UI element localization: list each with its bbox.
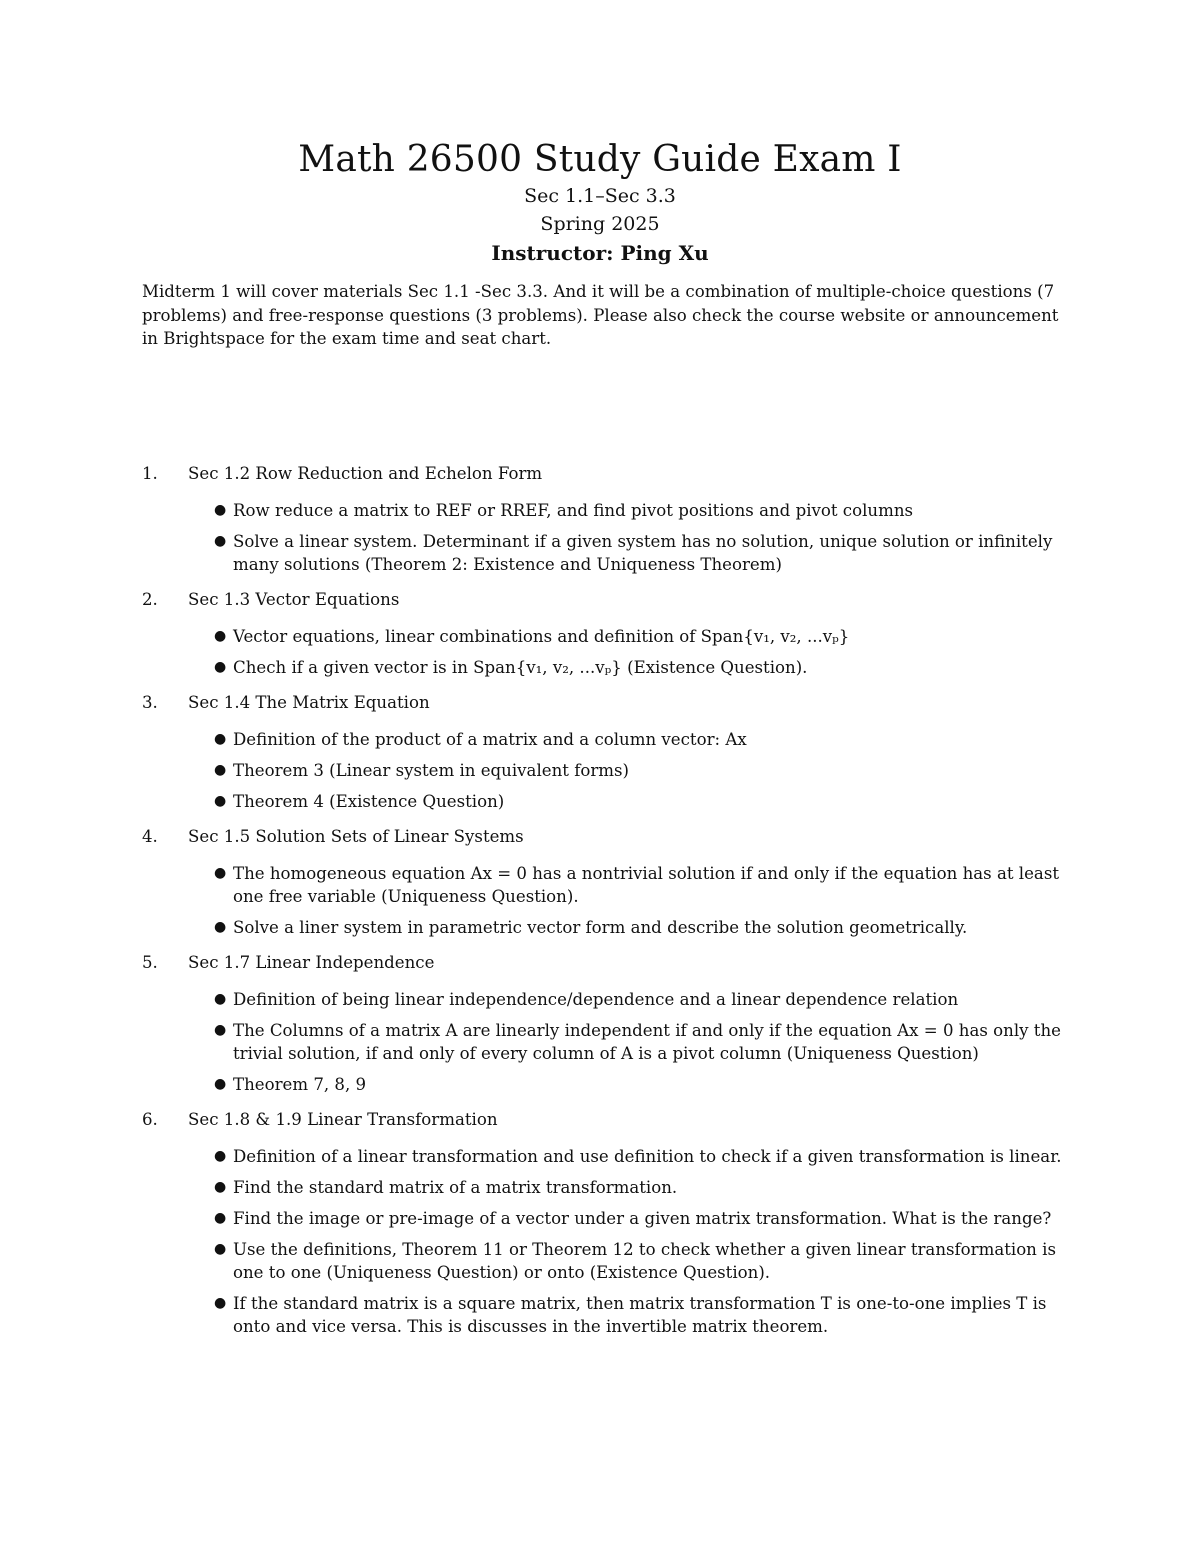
- topic-heading: [142, 588, 1072, 612]
- bullet-text: Find the standard matrix of a matrix transformation.: [233, 1178, 678, 1197]
- bullet-item: [214, 499, 1072, 522]
- bullet-dot-icon: ●: [214, 762, 227, 778]
- bullet-dot-icon: ●: [214, 1210, 227, 1226]
- topic-title: Sec 1.8 & 1.9 Linear Transformation: [188, 1110, 498, 1129]
- document-title: Math 26500 Study Guide Exam I: [298, 139, 902, 180]
- bullet-dot-icon: ●: [214, 1076, 227, 1092]
- topic-title: Sec 1.7 Linear Independence: [188, 953, 435, 972]
- bullet-item: [214, 988, 1072, 1011]
- bullet-item: [214, 1019, 1072, 1065]
- bullet-item: [214, 1207, 1072, 1230]
- bullet-list: [142, 988, 1072, 1096]
- bullet-text: The homogeneous equation Ax = 0 has a nontrivial solution if and only if the equation has at least one free variable (Uniqueness Question).: [233, 864, 1060, 906]
- bullet-item: [214, 862, 1072, 908]
- topic-heading: [142, 951, 1072, 975]
- topic-heading: [142, 462, 1072, 486]
- bullet-text: Definition of being linear independence/dependence and a linear dependence relation: [233, 990, 959, 1009]
- bullet-text: If the standard matrix is a square matrix, then matrix transformation T is one-to-one implies T is onto and vice versa. This is discusses in the invertible matrix theorem.: [233, 1294, 1047, 1336]
- bullet-text: Use the definitions, Theorem 11 or Theorem 12 to check whether a given linear transformation is one to one (Uniqueness Question) or onto (Existence Question).: [233, 1240, 1056, 1282]
- intro-paragraph: Midterm 1 will cover materials Sec 1.1 -Sec 3.3. And it will be a combination of multiple-choice questions (7 problems) and free-response questions (3 problems). Please also check the course website or announcement in Brightspace for the exam time and seat chart.: [142, 282, 1059, 348]
- bullet-dot-icon: ●: [214, 1179, 227, 1195]
- bullet-dot-icon: ●: [214, 1295, 227, 1311]
- topic-item: [142, 462, 1072, 576]
- topic-title: Sec 1.5 Solution Sets of Linear Systems: [188, 827, 524, 846]
- topic-list: [142, 462, 1072, 1350]
- bullet-dot-icon: ●: [214, 1241, 227, 1257]
- bullet-item: [214, 916, 1072, 939]
- bullet-dot-icon: ●: [214, 628, 227, 644]
- bullet-dot-icon: ●: [214, 533, 227, 549]
- bullet-text: Chech if a given vector is in Span{v₁, v₂, ...vₚ} (Existence Question).: [233, 658, 808, 677]
- bullet-dot-icon: ●: [214, 731, 227, 747]
- bullet-text: Theorem 3 (Linear system in equivalent forms): [233, 761, 629, 780]
- bullet-dot-icon: ●: [214, 865, 227, 881]
- bullet-list: [142, 625, 1072, 679]
- topic-item: [142, 1108, 1072, 1338]
- topic-item: [142, 825, 1072, 939]
- bullet-item: [214, 1176, 1072, 1199]
- bullet-text: Row reduce a matrix to REF or RREF, and find pivot positions and pivot columns: [233, 501, 914, 520]
- bullet-item: [214, 530, 1072, 576]
- bullet-text: Definition of a linear transformation and use definition to check if a given transformation is linear.: [233, 1147, 1062, 1166]
- bullet-dot-icon: ●: [214, 1148, 227, 1164]
- bullet-list: [142, 499, 1072, 576]
- bullet-dot-icon: ●: [214, 659, 227, 675]
- topic-heading: [142, 825, 1072, 849]
- bullet-text: Theorem 4 (Existence Question): [233, 792, 505, 811]
- bullet-dot-icon: ●: [214, 919, 227, 935]
- bullet-item: [214, 656, 1072, 679]
- topic-item: [142, 588, 1072, 679]
- document-header: [0, 138, 1200, 268]
- topic-number: 1.: [142, 464, 158, 483]
- bullet-list: [142, 1145, 1072, 1338]
- topic-item: [142, 951, 1072, 1096]
- topic-number: 2.: [142, 590, 158, 609]
- bullet-dot-icon: ●: [214, 793, 227, 809]
- bullet-item: [214, 625, 1072, 648]
- bullet-text: Find the image or pre-image of a vector under a given matrix transformation. What is the range?: [233, 1209, 1052, 1228]
- bullet-text: Theorem 7, 8, 9: [233, 1075, 367, 1094]
- bullet-list: [142, 862, 1072, 939]
- bullet-dot-icon: ●: [214, 1022, 227, 1038]
- bullet-dot-icon: ●: [214, 991, 227, 1007]
- bullet-item: [214, 790, 1072, 813]
- bullet-text: Definition of the product of a matrix and a column vector: Ax: [233, 730, 747, 749]
- bullet-list: [142, 728, 1072, 813]
- topic-number: 6.: [142, 1110, 158, 1129]
- topic-number: 4.: [142, 827, 158, 846]
- sections-range: Sec 1.1–Sec 3.3: [524, 185, 676, 207]
- topic-title: Sec 1.3 Vector Equations: [188, 590, 400, 609]
- term: Spring 2025: [540, 213, 660, 235]
- bullet-item: [214, 1145, 1072, 1168]
- topic-heading: [142, 691, 1072, 715]
- bullet-text: The Columns of a matrix A are linearly independent if and only if the equation Ax = 0 has only the trivial solution, if and only of every column of A is a pivot column (Uniqueness Question): [233, 1021, 1061, 1063]
- topic-item: [142, 691, 1072, 813]
- bullet-dot-icon: ●: [214, 502, 227, 518]
- bullet-text: Solve a liner system in parametric vector form and describe the solution geometrically.: [233, 918, 968, 937]
- bullet-item: [214, 1238, 1072, 1284]
- bullet-item: [214, 1292, 1072, 1338]
- topic-title: Sec 1.2 Row Reduction and Echelon Form: [188, 464, 543, 483]
- bullet-text: Vector equations, linear combinations and definition of Span{v₁, v₂, ...vₚ}: [233, 627, 850, 646]
- topic-title: Sec 1.4 The Matrix Equation: [188, 693, 430, 712]
- bullet-item: [214, 728, 1072, 751]
- bullet-text: Solve a linear system. Determinant if a given system has no solution, unique solution or infinitely many solutions (Theorem 2: Existence and Uniqueness Theorem): [233, 532, 1053, 574]
- topic-heading: [142, 1108, 1072, 1132]
- topic-number: 5.: [142, 953, 158, 972]
- bullet-item: [214, 1073, 1072, 1096]
- bullet-item: [214, 759, 1072, 782]
- instructor: Instructor: Ping Xu: [491, 241, 709, 265]
- topic-number: 3.: [142, 693, 158, 712]
